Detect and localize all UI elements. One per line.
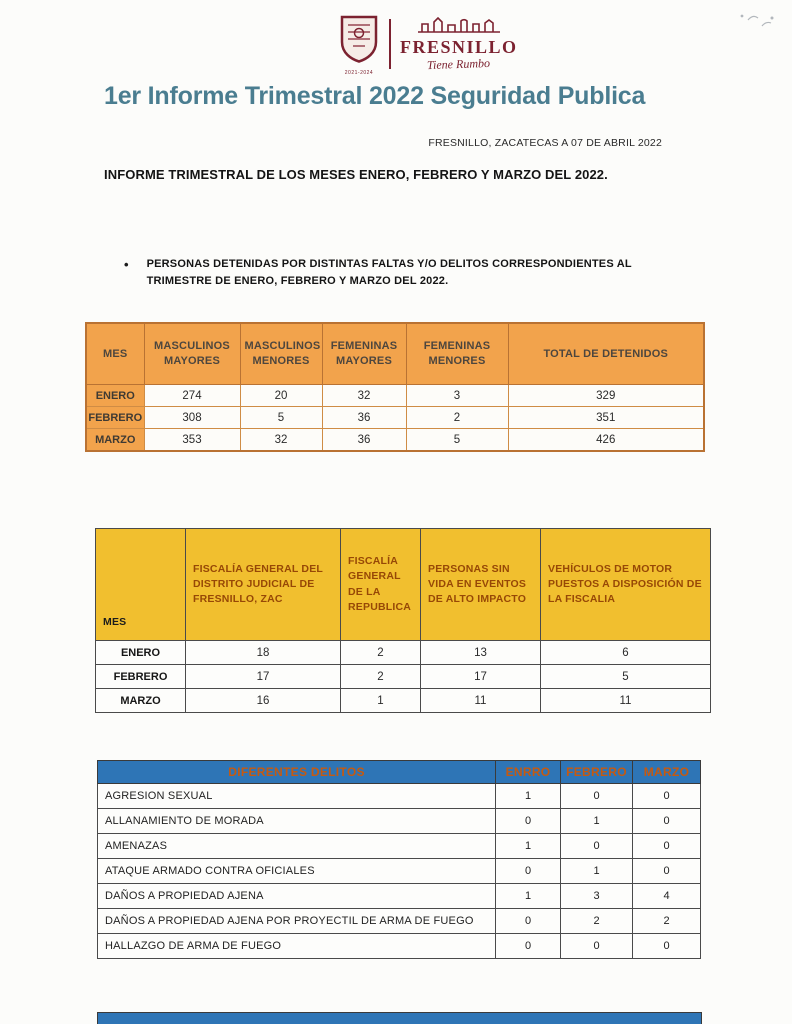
bullet-text: PERSONAS DETENIDAS POR DISTINTAS FALTAS Y/O DELITOS CORRESPONDIENTES AL TRIMESTRE DE ENERO, FEBRERO Y MARZO DEL 2022. [146,258,632,287]
crime-name-cell: DAÑOS A PROPIEDAD AJENA [98,884,496,909]
header-cell: MASCULINOS MAYORES [144,323,240,385]
data-cell: 0 [496,859,561,884]
table-header-row [98,761,701,784]
data-cell: 2 [633,909,701,934]
data-cell: 3 [561,884,633,909]
crime-name-cell: ALLANAMIENTO DE MORADA [98,809,496,834]
data-cell: 0 [633,809,701,834]
data-cell: 32 [240,429,322,452]
logo-text [400,17,518,72]
data-cell: 5 [406,429,508,452]
header-cell: VEHÍCULOS DE MOTOR PUESTOS A DISPOSICIÓN DE LA FISCALIA [541,529,711,641]
header-cell: FEBRERO [561,761,633,784]
row-label-cell: FEBRERO [96,665,186,689]
row-label-cell: ENERO [96,641,186,665]
delitos-table [97,760,701,959]
data-cell: 11 [421,689,541,713]
header-cell: DIFERENTES DELITOS [98,761,496,784]
data-cell: 0 [561,934,633,959]
row-label-cell: MARZO [96,689,186,713]
page-title: 1er Informe Trimestral 2022 Seguridad Publica [104,82,646,110]
data-cell: 36 [322,429,406,452]
header-cell: MARZO [633,761,701,784]
table-row [96,641,711,665]
pen-scribble-marks [708,10,778,49]
data-cell: 0 [633,784,701,809]
header-cell: FISCALÍA GENERAL DEL DISTRITO JUDICIAL DE FRESNILLO, ZAC [186,529,341,641]
crime-name-cell: AMENAZAS [98,834,496,859]
data-cell: 0 [496,909,561,934]
table-row [98,859,701,884]
logo-tagline: Tiene Rumbo [427,55,491,72]
data-cell: 1 [496,834,561,859]
data-cell: 17 [421,665,541,689]
data-cell: 32 [322,385,406,407]
table-row [98,884,701,909]
crest-block [338,12,380,76]
data-cell: 0 [633,859,701,884]
bullet-dot: • [124,257,129,272]
data-cell: 2 [561,909,633,934]
data-cell: 6 [541,641,711,665]
data-cell: 308 [144,407,240,429]
crest-years: 2021-2024 [344,70,374,76]
crime-name-cell: HALLAZGO DE ARMA DE FUEGO [98,934,496,959]
table-row [98,809,701,834]
data-cell: 2 [341,665,421,689]
header-cell: FEMENINAS MAYORES [322,323,406,385]
header-cell: FEMENINAS MENORES [406,323,508,385]
data-cell: 0 [496,934,561,959]
data-cell: 2 [406,407,508,429]
data-cell: 1 [496,884,561,909]
row-label-cell: MARZO [86,429,144,452]
data-cell: 2 [341,641,421,665]
header-cell: PERSONAS SIN VIDA EN EVENTOS DE ALTO IMPACTO [421,529,541,641]
table-row [98,934,701,959]
header-cell: ENRRO [496,761,561,784]
skyline-icon [416,17,502,38]
fiscalia-table [95,528,711,713]
bullet-item [124,256,644,289]
data-cell: 426 [508,429,704,452]
data-cell: 1 [496,784,561,809]
data-cell: 1 [561,809,633,834]
header-cell: FISCALÍA GENERAL DE LA REPUBLICA [341,529,421,641]
table-row [86,429,704,452]
fresnillo-logo [338,12,518,76]
data-cell: 11 [541,689,711,713]
crime-name-cell: DAÑOS A PROPIEDAD AJENA POR PROYECTIL DE ARMA DE FUEGO [98,909,496,934]
header-cell: TOTAL DE DETENIDOS [508,323,704,385]
date-line: FRESNILLO, ZACATECAS A 07 DE ABRIL 2022 [428,137,662,149]
data-cell: 17 [186,665,341,689]
row-label-cell: FEBRERO [86,407,144,429]
logo-wordmark: FRESNILLO [400,36,518,57]
table-row [96,689,711,713]
table-row [98,784,701,809]
partial-next-table-header [97,1012,702,1024]
data-cell: 13 [421,641,541,665]
data-cell: 1 [561,859,633,884]
table-row [98,834,701,859]
header-cell: MES [86,323,144,385]
row-label-cell: ENERO [86,385,144,407]
table-header-row [96,529,711,641]
data-cell: 3 [406,385,508,407]
data-cell: 274 [144,385,240,407]
data-cell: 0 [561,784,633,809]
crime-name-cell: ATAQUE ARMADO CONTRA OFICIALES [98,859,496,884]
data-cell: 353 [144,429,240,452]
table-row [86,385,704,407]
data-cell: 4 [633,884,701,909]
crest-shield-icon [338,12,380,69]
data-cell: 0 [561,834,633,859]
data-cell: 16 [186,689,341,713]
table-row [86,407,704,429]
table-header-row [86,323,704,385]
header-cell: MASCULINOS MENORES [240,323,322,385]
data-cell: 20 [240,385,322,407]
data-cell: 18 [186,641,341,665]
data-cell: 351 [508,407,704,429]
crime-name-cell: AGRESION SEXUAL [98,784,496,809]
table-row [96,665,711,689]
data-cell: 5 [240,407,322,429]
data-cell: 36 [322,407,406,429]
data-cell: 329 [508,385,704,407]
logo-divider [389,19,391,69]
data-cell: 0 [633,834,701,859]
data-cell: 1 [341,689,421,713]
header-cell: MES [96,529,186,641]
table-row [98,909,701,934]
detained-table [85,322,705,452]
data-cell: 5 [541,665,711,689]
data-cell: 0 [496,809,561,834]
data-cell: 0 [633,934,701,959]
report-heading: INFORME TRIMESTRAL DE LOS MESES ENERO, FEBRERO Y MARZO DEL 2022. [104,167,608,182]
